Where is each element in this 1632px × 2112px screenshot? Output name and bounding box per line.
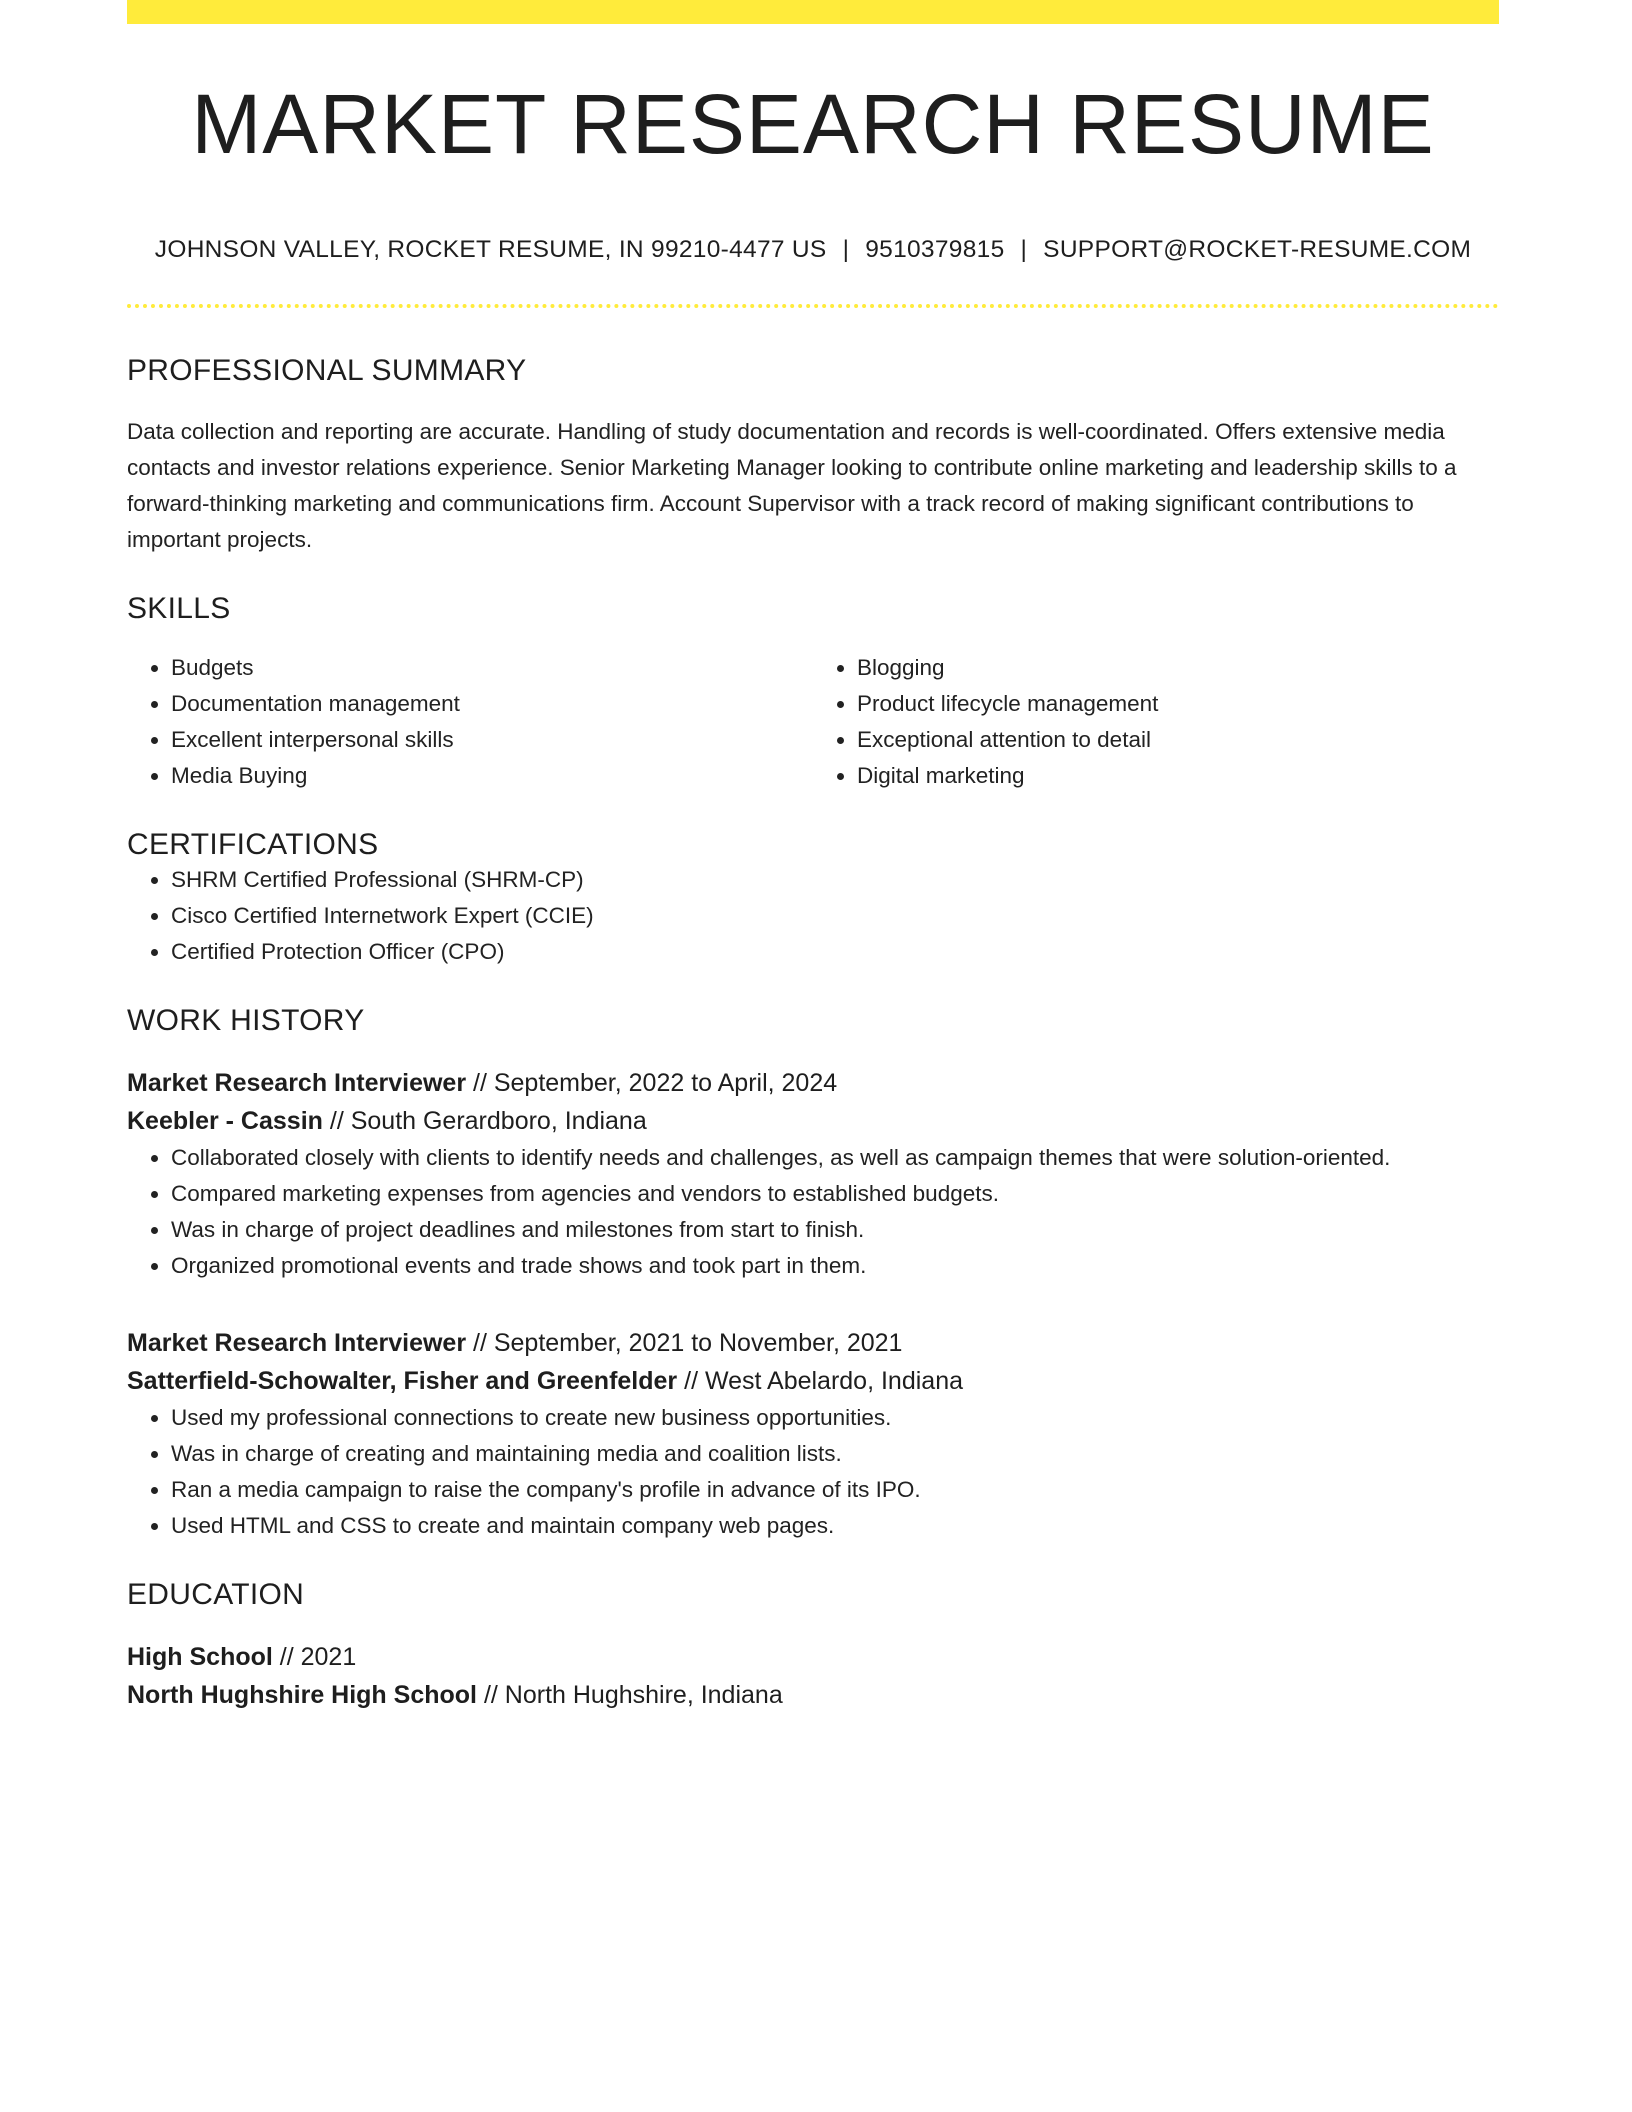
contact-address: JOHNSON VALLEY, ROCKET RESUME, IN 99210-4477 US — [154, 236, 827, 263]
summary-text: Data collection and reporting are accurate. Handling of study documentation and records is well-coordinated. Offers extensive media contacts and investor relations experience. Senior Marketing Manager looking to contribute online marketing and leadership skills to a forward-thinking marketing and communications firm. Account Supervisor with a track record of making significant contributions to important projects. — [127, 419, 1457, 552]
job-dates: // September, 2022 to April, 2024 — [466, 1069, 838, 1097]
job-company: Satterfield-Schowalter, Fisher and Greenfelder — [127, 1367, 678, 1395]
certification-item: • Cisco Certified Internetwork Expert (CCIE) — [171, 898, 1499, 934]
skill-item: • Budgets — [171, 650, 813, 686]
contact-phone: 9510379815 — [865, 236, 1005, 263]
contact-email: SUPPORT@ROCKET-RESUME.COM — [1043, 236, 1472, 263]
job-bullet: • Was in charge of project deadlines and milestones from start to finish. — [171, 1212, 1499, 1248]
skill-item: • Excellent interpersonal skills — [171, 722, 813, 758]
job-bullet: • Was in charge of creating and maintaining media and coalition lists. — [171, 1436, 1499, 1472]
job-location: // South Gerardboro, Indiana — [322, 1107, 647, 1135]
skills-list-left — [127, 650, 813, 794]
certification-item: • SHRM Certified Professional (SHRM-CP) — [171, 862, 1499, 898]
contact-separator: | — [1020, 236, 1028, 263]
certifications-list — [127, 862, 1499, 970]
work-history-heading: WORK HISTORY — [127, 1004, 365, 1037]
contact-separator: | — [842, 236, 850, 263]
certifications-heading: CERTIFICATIONS — [127, 828, 379, 861]
skill-item: • Media Buying — [171, 758, 813, 794]
job-title-line — [127, 1064, 1499, 1102]
job-title: Market Research Interviewer — [127, 1069, 467, 1097]
education-year: // 2021 — [272, 1643, 357, 1671]
skills-heading: SKILLS — [127, 592, 231, 625]
education-school-line — [127, 1676, 1499, 1714]
job-title-line — [127, 1324, 1499, 1362]
job-bullet: • Used my professional connections to create new business opportunities. — [171, 1400, 1499, 1436]
job-bullet: • Compared marketing expenses from agencies and vendors to established budgets. — [171, 1176, 1499, 1212]
job-bullet: • Used HTML and CSS to create and maintain company web pages. — [171, 1508, 1499, 1544]
skill-item: • Digital marketing — [857, 758, 1499, 794]
job-bullet: • Collaborated closely with clients to identify needs and challenges, as well as campaign themes that were solution-oriented. — [171, 1140, 1499, 1176]
job-bullet: • Organized promotional events and trade shows and took part in them. — [171, 1248, 1499, 1284]
education-degree: High School — [127, 1643, 273, 1671]
job-company-line — [127, 1102, 1499, 1140]
job-company-line — [127, 1362, 1499, 1400]
skill-item: • Exceptional attention to detail — [857, 722, 1499, 758]
job-dates: // September, 2021 to November, 2021 — [466, 1329, 903, 1357]
skills-list-right — [813, 650, 1499, 794]
job-company: Keebler - Cassin — [127, 1107, 323, 1135]
skill-item: • Documentation management — [171, 686, 813, 722]
skill-item: • Product lifecycle management — [857, 686, 1499, 722]
education-location: // North Hughshire, Indiana — [477, 1681, 783, 1709]
skill-item: • Blogging — [857, 650, 1499, 686]
dotted-divider — [127, 304, 1499, 308]
accent-top-bar — [127, 0, 1499, 24]
job-location: // West Abelardo, Indiana — [677, 1367, 963, 1395]
education-heading: EDUCATION — [127, 1578, 305, 1611]
job-bullet-list — [127, 1400, 1499, 1544]
job-title: Market Research Interviewer — [127, 1329, 467, 1357]
job-bullet-list — [127, 1140, 1499, 1284]
job-bullet: • Ran a media campaign to raise the company's profile in advance of its IPO. — [171, 1472, 1499, 1508]
resume-title: MARKET RESEARCH RESUME — [191, 77, 1435, 171]
education-degree-line — [127, 1638, 1499, 1676]
job-entry — [127, 1324, 1499, 1544]
job-entry — [127, 1064, 1499, 1284]
certification-item: • Certified Protection Officer (CPO) — [171, 934, 1499, 970]
education-entry — [127, 1638, 1499, 1714]
education-school: North Hughshire High School — [127, 1681, 477, 1709]
skills-grid — [127, 650, 1499, 794]
contact-line — [127, 236, 1499, 264]
summary-heading: PROFESSIONAL SUMMARY — [127, 354, 527, 387]
resume-page — [127, 0, 1499, 1714]
